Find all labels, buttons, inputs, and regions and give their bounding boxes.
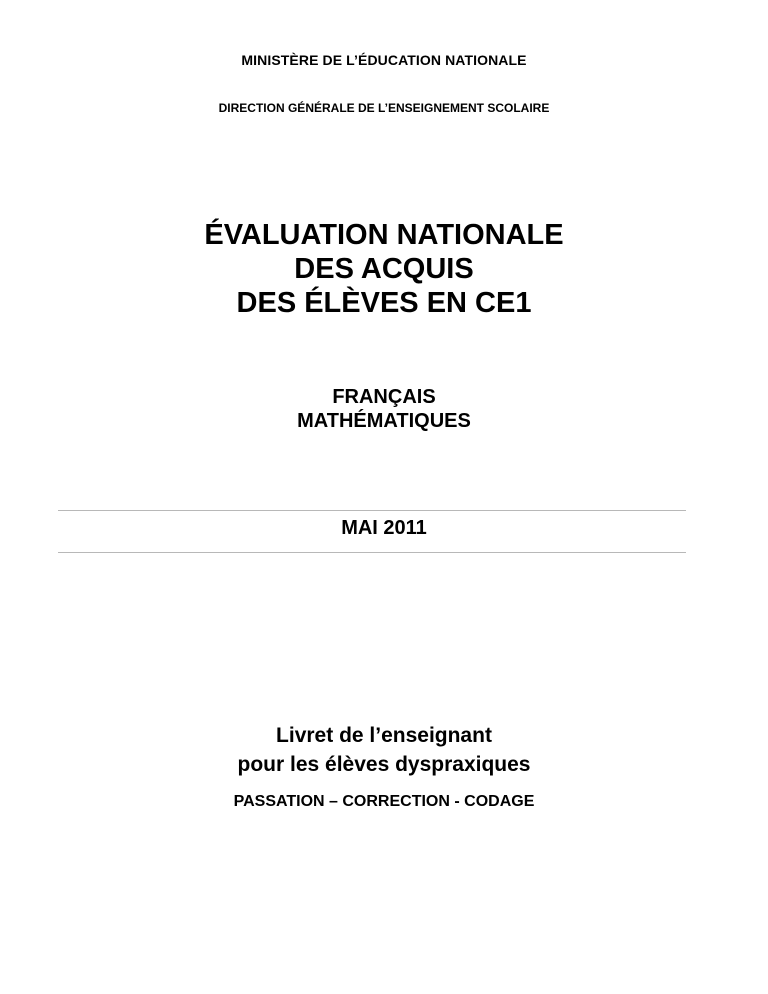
- title-line-1: ÉVALUATION NATIONALE: [204, 219, 564, 251]
- date-divider-bottom: [58, 552, 686, 553]
- document-title: [0, 218, 768, 320]
- subject-math: MATHÉMATIQUES: [297, 410, 471, 432]
- booklet-line-2: pour les élèves dyspraxiques: [237, 753, 531, 776]
- ministry-heading: MINISTÈRE DE L’ÉDUCATION NATIONALE: [241, 52, 527, 68]
- date-label: MAI 2011: [341, 517, 427, 539]
- booklet-line-1: Livret de l’enseignant: [276, 724, 492, 747]
- date-divider-top: [58, 510, 686, 511]
- title-line-3: DES ÉLÈVES EN CE1: [236, 287, 532, 319]
- procedure-label: PASSATION – CORRECTION - CODAGE: [233, 793, 535, 810]
- subject-french: FRANÇAIS: [332, 386, 436, 408]
- subjects-block: [0, 385, 768, 433]
- direction-heading: DIRECTION GÉNÉRALE DE L’ENSEIGNEMENT SCOLAIRE: [218, 101, 550, 115]
- booklet-description: [0, 721, 768, 779]
- title-line-2: DES ACQUIS: [294, 253, 474, 285]
